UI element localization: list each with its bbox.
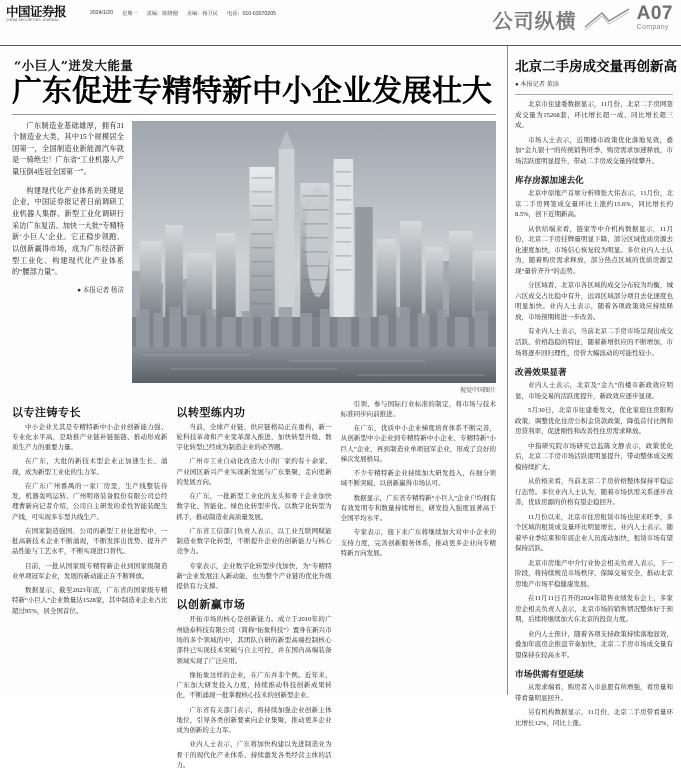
section-code: A07	[637, 4, 673, 23]
body-paragraph: 在广东，大批的新技术型企业正加速生长、涌现，成为新型工业化的生力军。	[12, 457, 167, 478]
body-paragraph: 北京中原地产首席分析师张大伟表示，11月份，北京二手房网签成交量环比上涨约15.6%，同比增长约8.5%，创下近期新高。	[515, 189, 673, 221]
section-subhead: 库存房源加速去化	[515, 174, 673, 186]
article-headline: 广东促进专精特新中小企业发展壮大	[12, 76, 500, 108]
section-subhead: 改善效果显著	[515, 366, 673, 378]
article-kicker: “小巨人”迸发大能量	[14, 56, 500, 74]
summary-paragraph: 广东制造业基础雄厚，拥有31个制造业大类，其中15个规模居全国第一，全国制造业新能源汽车就是一骑绝尘！广东省“工业机器人产量压倒4连冠全国第一”。	[12, 121, 124, 179]
body-paragraph: 业内人士表示，北京及“金九”的楼市新政效应明显，市场交易的活跃度提升，新政效应逐步显现。	[515, 381, 673, 402]
body-paragraph: 市场人士表示，近期楼市政策优化落地见效，叠加“金九银十”的传统销售旺季，购房需求加速释放，市场活跃度明显提升，带动二手房成交量持续攀升。	[515, 136, 673, 168]
body-paragraph: 不少专精特新企业持续加大研发投入，在细分领域不断突破，以创新赢得市场认可。	[341, 469, 496, 490]
photo-credit: 视觉中国图片	[132, 385, 496, 394]
body-paragraph: 专家表示，企业数字化转型步伐加快，为“专精特新”企业发展注入新动能，也为整个产业链的优化升级提供有力支撑。	[176, 562, 331, 593]
masthead-meta	[84, 3, 276, 17]
body-paragraph: 在11月11日召开的2024年销售业绩发布会上，多家房企相关负责人表示，北京市场的销售情况整体好于预期，后续将继续加大在北京的投资力度。	[515, 594, 673, 626]
section-subhead: 以转型练内功	[176, 404, 331, 420]
section-subhead: 以专注铸专长	[12, 404, 167, 420]
secondary-byline: ● 本报记者 董添	[515, 79, 673, 88]
body-paragraph: 从价格来看，当前北京二手房价格整体保持平稳运行态势。多位业内人士认为，随着市场供需关系逐步改善，优质房源的价格有望企稳回升。	[515, 477, 673, 509]
secondary-headline: 北京二手房成交量再创新高	[515, 59, 673, 75]
section-subhead: 以创新赢市场	[176, 596, 331, 612]
body-paragraph: 广东省有关部门表示，将持续加强企业创新主体地位，引导各类创新要素向企业集聚，推动更多企业成为创新的主力军。	[176, 706, 331, 737]
body-paragraph: 中小企业尤其是专精特新中小企业创新能力强、专业化水平高，是助推产业链补链强链、推动形成新质生产力的重要力量。	[12, 423, 167, 454]
body-paragraph: 在广东，一批新型工业化的龙头和骨干企业加快数字化、智能化、绿色化转型步伐。以数字化转型为抓手，推动制造业高质量发展。	[176, 492, 331, 523]
body-paragraph: 当前，全球产业链、供应链格局正在重构，新一轮科技革命和产业变革深入推进，加快转型升级、数字化转型已经成为制造企业的必答题。	[176, 423, 331, 454]
body-paragraph: 广州市工业自动化改造大小的厂家约有十余家、产业园区新兴产业实现新发展与广东集聚，走向更新的发展方向。	[176, 457, 331, 488]
meta-date: 2024/1/20	[90, 10, 113, 17]
body-paragraph: 11月份以来，北京市住房租赁市场也迎来旺季，多个区域的租赁成交量环比明显增长。业内人士表示，随着毕业季结束和年底企业人员流动加快，租赁市场有望保持活跃。	[515, 513, 673, 555]
body-paragraph: 从需求端看，购房者入市意愿有所增强，看房量和带看量明显回升。	[515, 683, 673, 704]
logo-english: CHINA SECURITIES JOURNAL	[6, 18, 84, 22]
masthead	[0, 0, 681, 46]
article-byline: ● 本报记者 杨洁	[12, 286, 124, 297]
main-article	[0, 46, 508, 695]
body-paragraph: 目前，一批从国家级专精特新企业到国家级制造业单项冠军企业，发展的新动能正在不断释放。	[12, 562, 167, 583]
article-columns	[12, 400, 496, 775]
body-paragraph: 5月30日，北京市住建委发文，优化家庭住房限购政策，调整优化住房公积金贷款政策，降低首付比例和房贷利率，促进刚性和改善性住房需求释放。	[515, 406, 673, 438]
summary-paragraph: 构建现代化产业体系的关键是企业，中国证券报记者日前调研工业机器人集群、新型工业化调研行采访广东复活、加快一大批“专精特新‘小巨人’企业。它正稳步领跑、以创新赢得市场，成为广东经济新型工业化、构建现代化产业体系的“腰部力量”。	[12, 186, 124, 279]
body-paragraph: 在广东，优质中小企业梯度培育体系不断完善，从创新型中小企业到专精特新中小企业、专精特新“小巨人”企业，再到制造业单项冠军企业，形成了良好的梯次发展格局。	[341, 424, 496, 465]
section-name-en: Company	[637, 24, 673, 31]
section-header	[493, 4, 673, 31]
page-body	[0, 46, 681, 695]
body-paragraph: 另有机构数据显示，11月份，北京二手房带看量环比增长12%，同比上涨。	[515, 708, 673, 729]
body-paragraph: 在国家制造强国、公司的新型工业化进程中，一批高新技术企业不断涌现，不断发挥出优势、提升产品性能与工艺水平，不断实现进口替代。	[12, 527, 167, 558]
body-paragraph: 从供给端来看，链家等中介机构数据显示，11月份，北京二手房挂牌量明显下降，部分区域优质房源去化速度加快，市场信心恢复较为明显。多位业内人士认为，随着购房需求释放，部分热点区域的优质房源呈现“量价齐升”的态势。	[515, 225, 673, 278]
secondary-article	[508, 46, 681, 695]
body-paragraph: 数据显示，广东省专精特新“小巨人”企业户均拥有有效发明专利数量持续增长，研发投入强度显著高于全国平均水平。	[341, 494, 496, 525]
body-paragraph: 有业内人士表示，当前北京二手房市场呈现出成交活跃、价格趋稳的特征，随着新增供应的不断增加，市场将逐步回归理性，房价大幅波动的可能性较小。	[515, 327, 673, 359]
body-paragraph: 广东省工信部门负责人表示，以工业互联网赋能制造业数字化转型，不断提升企业的创新能力与核心竞争力。	[176, 527, 331, 558]
body-paragraph: 北京市房地产中介行业协会相关负责人表示，下一阶段，将持续规范市场秩序，保障交易安全，推动北京房地产市场平稳健康发展。	[515, 559, 673, 591]
section-subhead: 市场供需有望延续	[515, 668, 673, 680]
body-paragraph: 数据显示，截至2023年底，广东省的国家级专精特新“小巨人”企业数量达1528家，其中制造业企业占比超过95%，居全国首位。	[12, 586, 167, 617]
meta-weekday: 星期一	[122, 10, 138, 17]
meta-designer: 美编：杨卫民	[187, 10, 218, 17]
logo-chinese: 中国证券报	[6, 5, 84, 18]
meta-phone: 电话：010-63070205	[227, 10, 276, 17]
meta-editor: 责编：陈晓刚	[147, 10, 178, 17]
body-paragraph: 在广东广州番禺的一家厂房里，生产线整装待发，机器轰鸣运转。广州明珞装备股份有限公司总经理曹新向记者介绍，公司自主研发的柔性智能装配生产线，可实现多车型共线生产。	[12, 482, 167, 523]
article-column	[341, 400, 496, 775]
section-name-cn: 公司纵横	[493, 11, 577, 31]
body-paragraph: 业内人士表示，广东将加快构建以先进制造业为骨干的现代化产业体系，持续激发各类经营主体的活力。	[176, 740, 331, 771]
article-column	[12, 400, 167, 775]
body-paragraph: 中指研究院市场研究总监陈文静表示，政策优化后，北京二手房市场活跃度明显提升，带动整体成交规模持续扩大。	[515, 442, 673, 474]
article-summary	[12, 121, 124, 394]
body-paragraph: 像拓象这样的企业，在广东并非个例。近年来，广东加大研发投入力度，持续推动科技创新成果转化，不断涌现一批掌握核心技术的创新型企业。	[176, 671, 331, 702]
body-paragraph: 分区域看，北京市各区域的成交分布较为均衡，城六区成交占比稳中有升，远郊区域部分项目去化速度也明显加快。业内人士表示，随着各项政策效应持续释放，市场预期将进一步改善。	[515, 281, 673, 323]
newspaper-logo	[6, 3, 84, 22]
lead-block	[12, 121, 496, 394]
swoosh-icon	[584, 7, 630, 31]
article-column	[176, 400, 331, 775]
secondary-divider	[515, 94, 673, 95]
body-paragraph: 专家表示，接下来广东将继续加大对中小企业的支持力度，完善创新服务体系，推动更多企业向专精特新方向发展。	[341, 528, 496, 559]
body-paragraph: 引领、参与国际行业标准的制定，将市场与技术标准同步向前推进。	[341, 400, 496, 421]
body-paragraph: 业内人士预计，随着各项支持政策持续落地显效，叠加年底房企推盘节奏加快，北京二手房市场成交量有望保持在较高水平。	[515, 630, 673, 662]
section-code-block	[637, 4, 673, 31]
body-paragraph: 北京市住建委数据显示，11月份，北京二手房网签成交量为15268套，环比增长超一成、同比增长超三成。	[515, 100, 673, 132]
headline-divider	[12, 114, 496, 115]
body-paragraph: 开拓市场的核心是创新能力。成立于2010年的广州励泰科技有限公司（简称“拓象科技”）置身在新兴市场的多个领域的中，其团队自研的新型高端控制核心部件已实现技术突破与自主可控，并在国内高端装备领域实现了广泛应用。	[176, 615, 331, 666]
article-photo	[132, 121, 496, 383]
